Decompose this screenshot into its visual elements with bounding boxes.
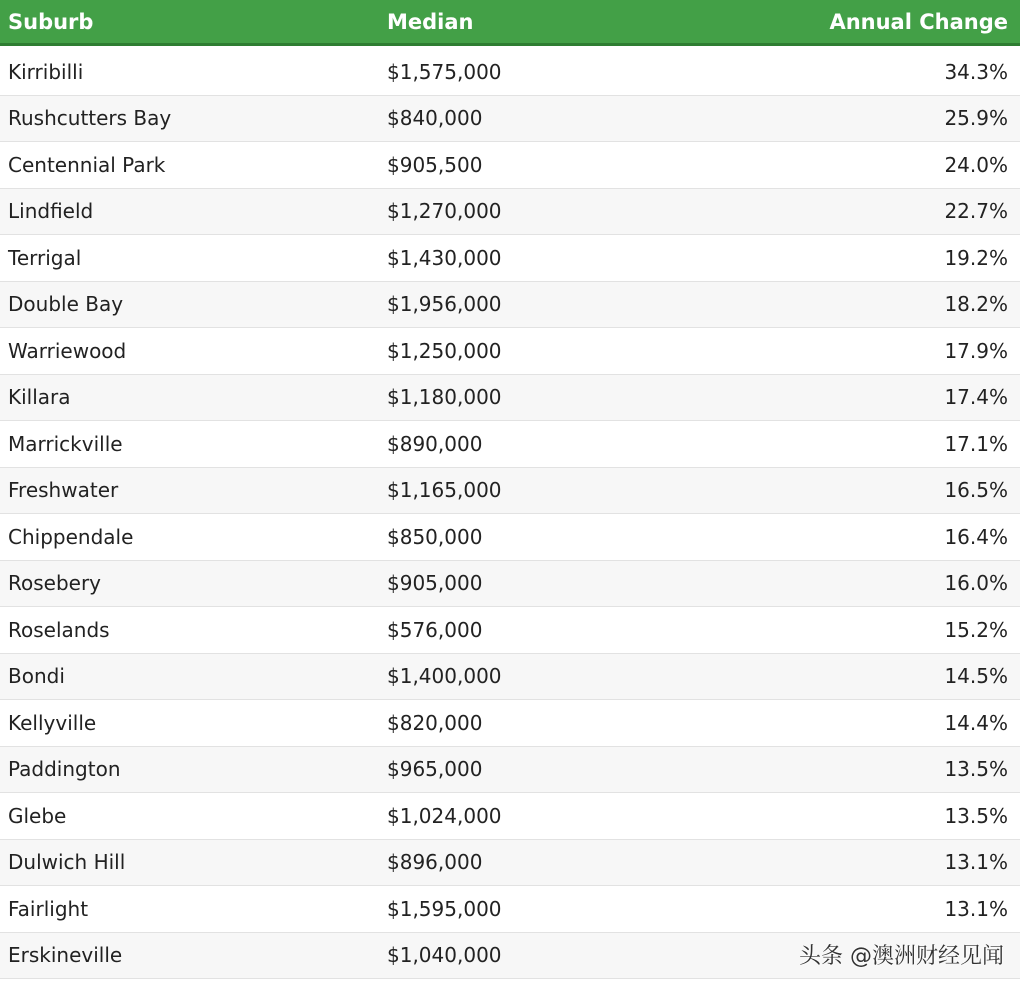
table-row (0, 189, 1020, 236)
table-row (0, 49, 1020, 96)
cell-median: $1,040,000 (387, 943, 502, 968)
cell-suburb: Chippendale (8, 524, 134, 549)
table-row (0, 793, 1020, 840)
cell-median: $1,165,000 (387, 478, 502, 503)
table-row (0, 96, 1020, 143)
cell-median: $840,000 (387, 106, 483, 131)
cell-annual-change: 15.2% (944, 617, 1008, 642)
cell-annual-change: 14.4% (944, 710, 1008, 735)
table-row (0, 514, 1020, 561)
cell-median: $1,400,000 (387, 664, 502, 689)
cell-suburb: Erskineville (8, 943, 123, 968)
cell-annual-change: 16.0% (944, 571, 1008, 596)
table-row (0, 468, 1020, 515)
cell-median: $1,250,000 (387, 338, 502, 363)
cell-median: $890,000 (387, 431, 483, 456)
cell-median: $965,000 (387, 757, 483, 782)
cell-suburb: Double Bay (8, 292, 124, 317)
table-row (0, 328, 1020, 375)
header-median: Median (387, 9, 474, 34)
cell-suburb: Rosebery (8, 571, 102, 596)
table-row (0, 840, 1020, 887)
cell-median: $1,595,000 (387, 896, 502, 921)
cell-annual-change: 25.9% (944, 106, 1008, 131)
table-body (0, 49, 1020, 979)
cell-suburb: Centennial Park (8, 152, 166, 177)
table-row (0, 282, 1020, 329)
cell-suburb: Bondi (8, 664, 65, 689)
cell-suburb: Kellyville (8, 710, 97, 735)
cell-annual-change: 13.1% (944, 896, 1008, 921)
cell-median: $905,000 (387, 571, 483, 596)
cell-median: $1,024,000 (387, 803, 502, 828)
cell-median: $850,000 (387, 524, 483, 549)
cell-annual-change: 16.4% (944, 524, 1008, 549)
cell-annual-change: 19.2% (944, 245, 1008, 270)
cell-annual-change: 13.1% (944, 850, 1008, 875)
table-row (0, 421, 1020, 468)
cell-annual-change: 16.5% (944, 478, 1008, 503)
cell-suburb: Roselands (8, 617, 110, 642)
table-row (0, 700, 1020, 747)
cell-suburb: Rushcutters Bay (8, 106, 172, 131)
watermark: 头条 @澳洲财经见闻 (799, 944, 1004, 969)
cell-annual-change: 14.5% (944, 664, 1008, 689)
cell-median: $1,430,000 (387, 245, 502, 270)
cell-suburb: Killara (8, 385, 71, 410)
cell-median: $896,000 (387, 850, 483, 875)
cell-median: $820,000 (387, 710, 483, 735)
cell-suburb: Paddington (8, 757, 121, 782)
cell-annual-change: 34.3% (944, 59, 1008, 84)
cell-median: $1,575,000 (387, 59, 502, 84)
table-row (0, 654, 1020, 701)
cell-suburb: Freshwater (8, 478, 119, 503)
cell-suburb: Dulwich Hill (8, 850, 126, 875)
cell-annual-change: 17.9% (944, 338, 1008, 363)
cell-suburb: Lindfield (8, 199, 94, 224)
table-row (0, 747, 1020, 794)
table-header (0, 0, 1020, 46)
cell-annual-change: 24.0% (944, 152, 1008, 177)
cell-median: $1,956,000 (387, 292, 502, 317)
cell-annual-change: 22.7% (944, 199, 1008, 224)
cell-suburb: Warriewood (8, 338, 127, 363)
cell-suburb: Marrickville (8, 431, 123, 456)
cell-suburb: Kirribilli (8, 59, 84, 84)
table-row (0, 142, 1020, 189)
header-annual-change: Annual Change (829, 9, 1008, 34)
cell-annual-change: 13.5% (944, 757, 1008, 782)
cell-suburb: Terrigal (8, 245, 82, 270)
cell-median: $576,000 (387, 617, 483, 642)
cell-annual-change: 18.2% (944, 292, 1008, 317)
table-row (0, 886, 1020, 933)
cell-median: $905,500 (387, 152, 483, 177)
table-row (0, 561, 1020, 608)
cell-annual-change: 17.1% (944, 431, 1008, 456)
cell-median: $1,270,000 (387, 199, 502, 224)
cell-annual-change: 13.5% (944, 803, 1008, 828)
cell-annual-change: 17.4% (944, 385, 1008, 410)
table-row (0, 235, 1020, 282)
table-row (0, 375, 1020, 422)
cell-median: $1,180,000 (387, 385, 502, 410)
header-suburb: Suburb (8, 9, 94, 34)
cell-suburb: Glebe (8, 803, 67, 828)
cell-suburb: Fairlight (8, 896, 89, 921)
table-row (0, 607, 1020, 654)
